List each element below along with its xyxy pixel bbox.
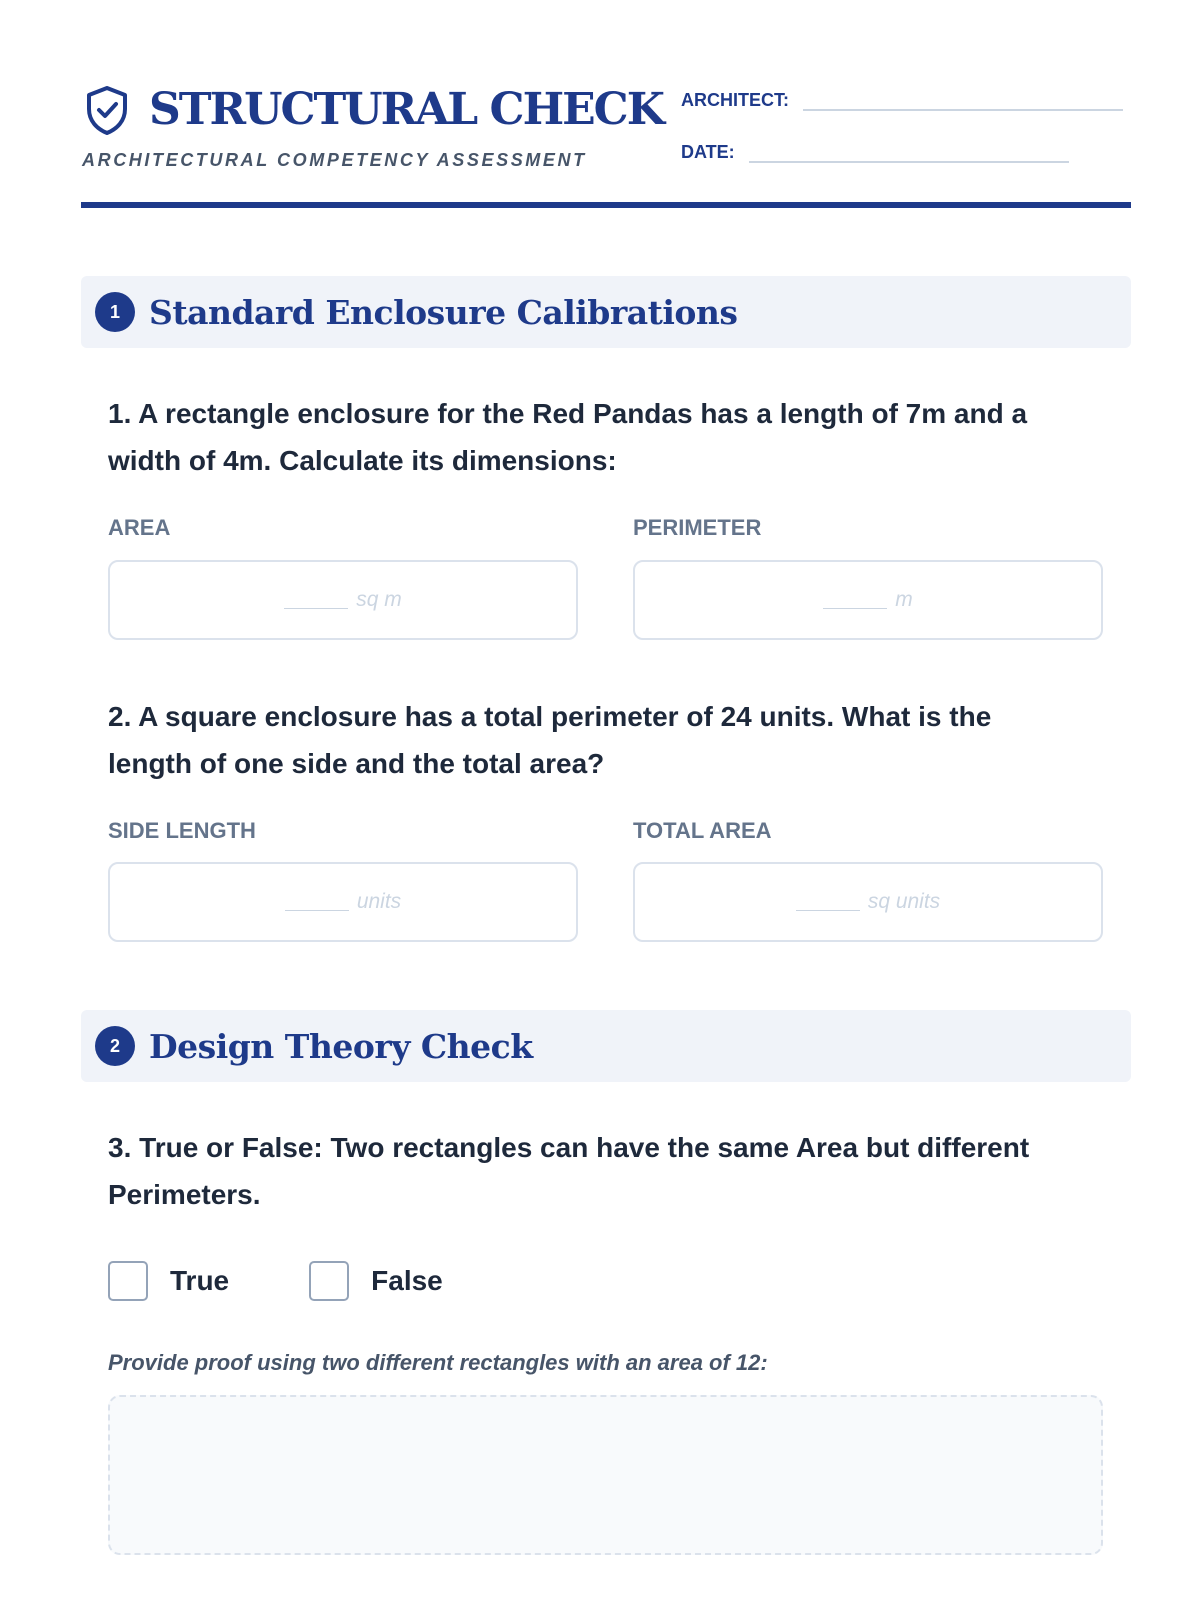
unit-label: sq units <box>867 890 941 913</box>
question-1-text: 1. A rectangle enclosure for the Red Pandas has a length of 7m and a width of 4m. Calculate its dimensions: <box>108 398 1028 476</box>
architect-input-line[interactable] <box>803 89 1123 111</box>
date-input-line[interactable] <box>749 141 1069 163</box>
perimeter-answer-field[interactable] <box>633 560 1103 640</box>
area-answer-field[interactable] <box>108 560 578 640</box>
total-area-label: TOTAL AREA <box>633 818 772 843</box>
worksheet-subtitle: ARCHITECTURAL COMPETENCY ASSESSMENT <box>82 150 587 170</box>
true-label: True <box>170 1265 230 1296</box>
worksheet-header <box>81 80 1131 210</box>
section-header-1 <box>81 276 1131 348</box>
blank-line <box>284 591 348 609</box>
brand <box>85 84 663 136</box>
true-false-options <box>108 1261 523 1301</box>
side-length-answer-field[interactable] <box>108 862 578 942</box>
unit-label: units <box>356 890 402 913</box>
unit-label: sq m <box>356 588 402 611</box>
proof-answer-area[interactable] <box>108 1395 1103 1555</box>
header-divider <box>81 202 1131 208</box>
architect-label: ARCHITECT: <box>681 90 789 110</box>
date-field <box>681 141 1069 163</box>
false-checkbox[interactable] <box>309 1261 349 1301</box>
worksheet-title: STRUCTURAL CHECK <box>149 84 663 135</box>
blank-line <box>285 893 349 911</box>
date-label: DATE: <box>681 142 735 162</box>
perimeter-label: PERIMETER <box>633 515 762 540</box>
section-title: Design Theory Check <box>149 1026 533 1066</box>
false-label: False <box>371 1265 443 1296</box>
question-2-text: 2. A square enclosure has a total perimeter of 24 units. What is the length of one side and the total area? <box>108 701 992 779</box>
section-title: Standard Enclosure Calibrations <box>149 292 738 332</box>
unit-label: m <box>895 588 913 611</box>
question-3-text: 3. True or False: Two rectangles can have the same Area but different Perimeters. <box>108 1132 1030 1210</box>
blank-line <box>796 893 860 911</box>
section-header-2 <box>81 1010 1131 1082</box>
area-label: AREA <box>108 515 171 540</box>
architect-field <box>681 89 1123 111</box>
blank-line <box>823 591 887 609</box>
false-option[interactable] <box>309 1261 443 1301</box>
section-number-badge: 2 <box>95 1026 135 1066</box>
true-option[interactable] <box>108 1261 229 1301</box>
proof-prompt: Provide proof using two different rectangles with an area of 12: <box>108 1350 768 1375</box>
section-number-badge: 1 <box>95 292 135 332</box>
true-checkbox[interactable] <box>108 1261 148 1301</box>
shield-check-icon <box>85 84 129 136</box>
total-area-answer-field[interactable] <box>633 862 1103 942</box>
side-length-label: SIDE LENGTH <box>108 818 256 843</box>
